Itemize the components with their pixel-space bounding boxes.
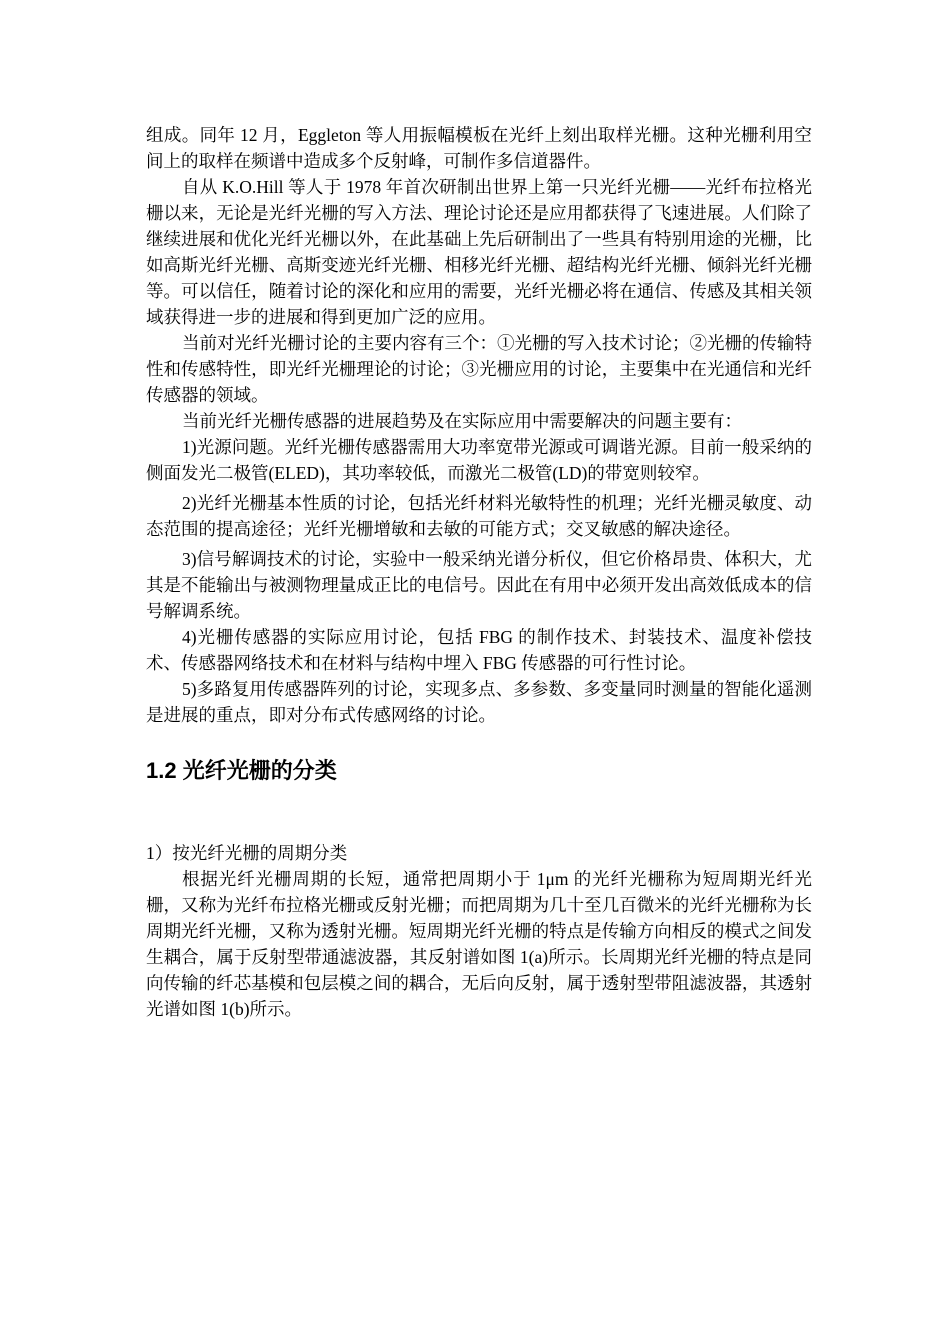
- paragraph-continuation: 组成。同年 12 月，Eggleton 等人用振幅模板在光纤上刻出取样光栅。这种光栅利用空间上的取样在频谱中造成多个反射峰，可制作多信道器件。: [146, 125, 812, 171]
- document-page: [146, 122, 812, 1022]
- list-item-light-source: 1)光源问题。光纤光栅传感器需用大功率宽带光源或可调谐光源。目前一般采纳的侧面发光二极管(ELED)，其功率较低，而激光二极管(LD)的带宽则较窄。: [146, 437, 812, 483]
- list-item-applications: 4)光栅传感器的实际应用讨论，包括 FBG 的制作技术、封装技术、温度补偿技术、传感器网络技术和在材料与结构中埋入 FBG 传感器的可行性讨论。: [146, 627, 812, 673]
- subheading: 1）按光纤光栅的周期分类: [146, 843, 348, 863]
- list-item-basic-properties: 2)光纤光栅基本性质的讨论，包括光纤材料光敏特性的机理；光纤光栅灵敏度、动态范围的提高途径；光纤光栅增敏和去敏的可能方式；交叉敏感的解决途径。: [146, 493, 812, 539]
- paragraph-classification: 根据光纤光栅周期的长短，通常把周期小于 1μm 的光纤光栅称为短周期光纤光栅，又称为光纤布拉格光栅或反射光栅；而把周期为几十至几百微米的光纤光栅称为长周期光纤光栅，又称为透射光栅。短周期光纤光栅的特点是传输方向相反的模式之间发生耦合，属于反射型带通滤波器，其反射谱如图 1(a)所示。长周期光纤光栅的特点是同向传输的纤芯基模和包层模之间的耦合，无后向反射，属于透射型带阻滤波器，其透射光谱如图 1(b)所示。: [146, 869, 812, 1019]
- paragraph-history: 自从 K.O.Hill 等人于 1978 年首次研制出世界上第一只光纤光栅——光纤布拉格光栅以来，无论是光纤光栅的写入方法、理论讨论还是应用都获得了飞速进展。人们除了继续进展和优化光纤光栅以外，在此基础上先后研制出了一些具有特别用途的光栅，比如高斯光纤光栅、高斯变迹光纤光栅、相移光纤光栅、超结构光纤光栅、倾斜光纤光栅等。可以信任，随着讨论的深化和应用的需要，光纤光栅必将在通信、传感及其相关领域获得进一步的进展和得到更加广泛的应用。: [146, 177, 812, 327]
- section-heading: 1.2 光纤光栅的分类: [146, 758, 337, 783]
- list-item-demodulation: 3)信号解调技术的讨论，实验中一般采纳光谱分析仪，但它价格昂贵、体积大，尤其是不能输出与被测物理量成正比的电信号。因此在有用中必须开发出高效低成本的信号解调系统。: [146, 549, 812, 621]
- list-item-multiplexing: 5)多路复用传感器阵列的讨论，实现多点、多参数、多变量同时测量的智能化遥测是进展的重点，即对分布式传感网络的讨论。: [146, 679, 812, 725]
- paragraph-research-content: 当前对光纤光栅讨论的主要内容有三个：①光栅的写入技术讨论；②光栅的传输特性和传感特性，即光纤光栅理论的讨论；③光栅应用的讨论，主要集中在光通信和光纤传感器的领域。: [146, 333, 812, 405]
- paragraph-trends-intro: 当前光纤光栅传感器的进展趋势及在实际应用中需要解决的问题主要有：: [182, 411, 742, 431]
